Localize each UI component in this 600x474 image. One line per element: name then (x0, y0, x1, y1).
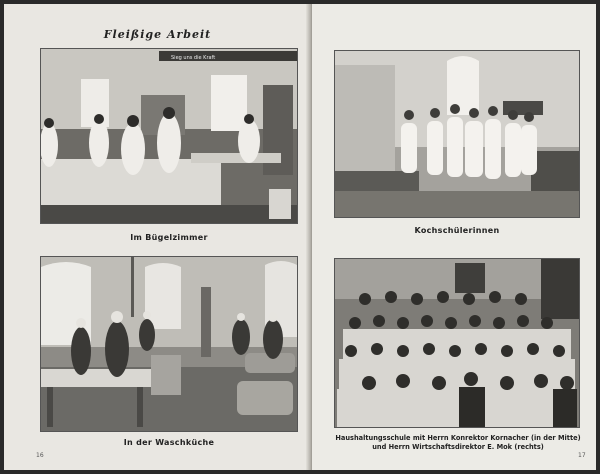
ironing-room-image (41, 49, 297, 223)
caption-household-school-line1: Haushaltungsschule mit Herrn Konrektor Kornacher (in der Mitte) (335, 434, 581, 442)
household-school-group-image (335, 259, 579, 427)
caption-ironing-room: Im Bügelzimmer (130, 233, 208, 242)
banner-text: Sieg uns die Kraft (171, 55, 216, 61)
page-number-right: 17 (578, 452, 586, 459)
caption-laundry-room: In der Waschküche (123, 438, 215, 447)
caption-household-school-line2: und Herrn Wirtschaftsdirektor E. Mok (rechts) (372, 443, 544, 451)
caption-cooking-students: Kochschülerinnen (414, 226, 500, 235)
photo-laundry-room (40, 256, 298, 432)
photo-cooking-students (334, 50, 580, 218)
photo-household-school-group (334, 258, 580, 428)
page-number-left: 16 (36, 452, 44, 459)
laundry-room-image (41, 257, 297, 431)
page-heading: Fleißige Arbeit (103, 28, 212, 41)
photo-ironing-room (40, 48, 298, 224)
cooking-students-image (335, 51, 579, 217)
